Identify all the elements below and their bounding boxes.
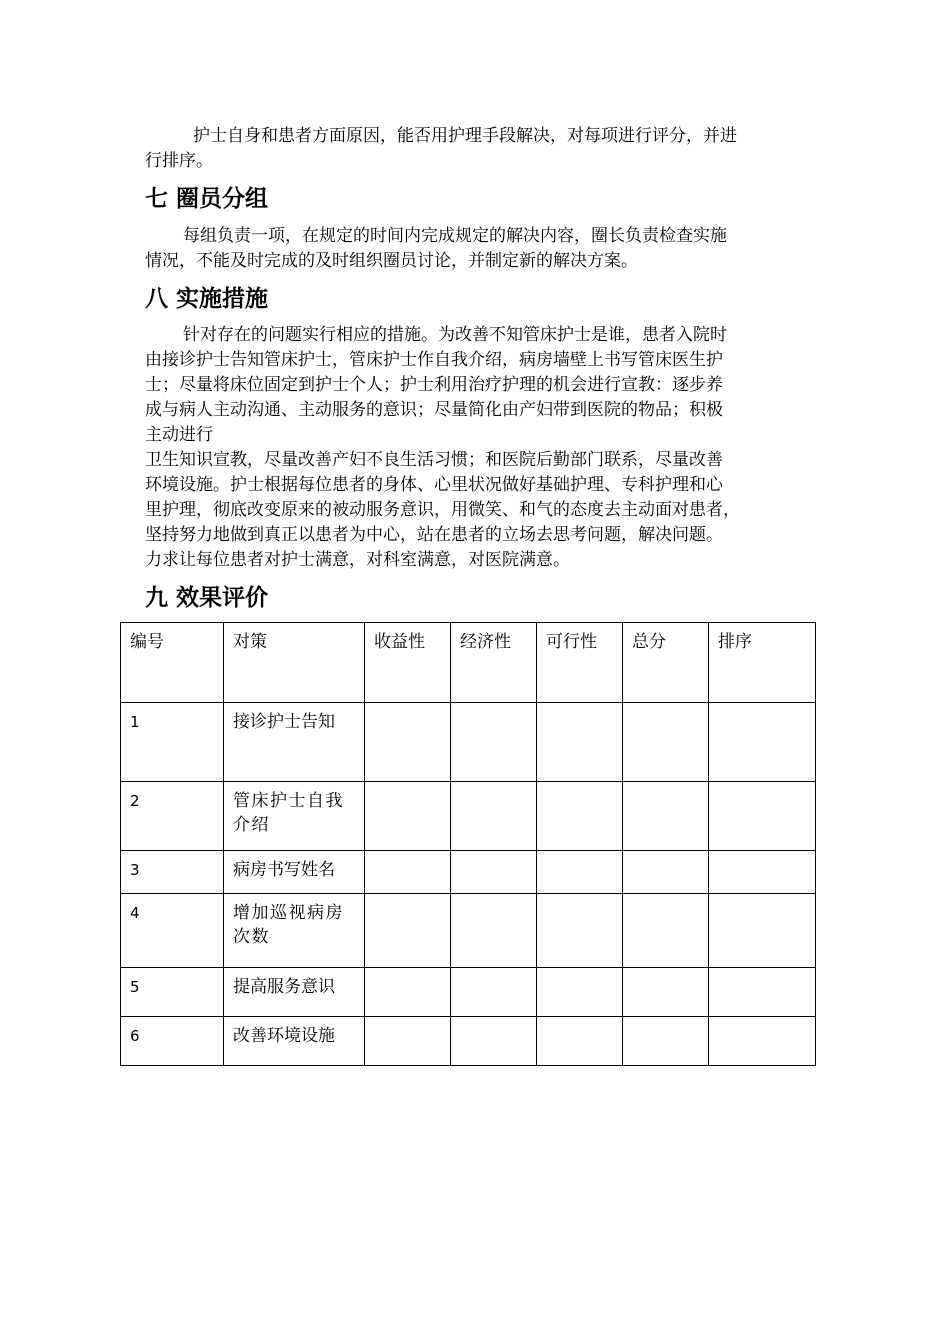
- cell-benefit: [365, 703, 451, 782]
- cell-feasibility: [537, 782, 623, 851]
- cell-benefit: [365, 1017, 451, 1066]
- cell-total: [623, 894, 709, 968]
- heading-section-9: 九 效果评价: [145, 585, 269, 611]
- heading-section-7: 七 圈员分组: [145, 186, 269, 212]
- cell-id: 1: [121, 703, 224, 782]
- cell-rank: [709, 894, 816, 968]
- heading-section-8: 八 实施措施: [145, 286, 269, 312]
- cell-total: [623, 968, 709, 1017]
- table-row: [121, 1017, 816, 1066]
- header-measure: 对策: [224, 623, 365, 703]
- header-id: 编号: [121, 623, 224, 703]
- paragraph-implementation: [145, 323, 817, 573]
- table-row: [121, 894, 816, 968]
- text-line: 主动进行: [145, 425, 213, 445]
- text-line: 情况，不能及时完成的及时组织圈员讨论，并制定新的解决方案。: [145, 251, 638, 271]
- text-line: 针对存在的问题实行相应的措施。为改善不知管床护士是谁，患者入院时: [183, 325, 727, 345]
- header-total: 总分: [623, 623, 709, 703]
- cell-rank: [709, 782, 816, 851]
- cell-total: [623, 851, 709, 894]
- cell-total: [623, 703, 709, 782]
- table-row: [121, 782, 816, 851]
- cell-measure: 改善环境设施: [224, 1017, 365, 1066]
- cell-id: 6: [121, 1017, 224, 1066]
- paragraph-analysis-tail: [145, 124, 817, 174]
- header-rank: 排序: [709, 623, 816, 703]
- cell-benefit: [365, 968, 451, 1017]
- cell-feasibility: [537, 1017, 623, 1066]
- header-feasibility: 可行性: [537, 623, 623, 703]
- cell-benefit: [365, 894, 451, 968]
- cell-rank: [709, 1017, 816, 1066]
- cell-id: 2: [121, 782, 224, 851]
- header-economy: 经济性: [451, 623, 537, 703]
- cell-economy: [451, 782, 537, 851]
- text-line: 护士自身和患者方面原因，能否用护理手段解决，对每项进行评分，并进: [193, 126, 737, 146]
- table-header-row: [121, 623, 816, 703]
- cell-feasibility: [537, 703, 623, 782]
- cell-total: [623, 782, 709, 851]
- text-line: 行排序。: [145, 151, 213, 171]
- text-line: 环境设施。护士根据每位患者的身体、心里状况做好基础护理、专科护理和心: [145, 475, 723, 495]
- cell-total: [623, 1017, 709, 1066]
- table-row: [121, 968, 816, 1017]
- cell-economy: [451, 851, 537, 894]
- paragraph-group-assignment: [145, 224, 817, 274]
- cell-rank: [709, 851, 816, 894]
- text-line: 士；尽量将床位固定到护士个人；护士利用治疗护理的机会进行宣教：逐步养: [145, 375, 723, 395]
- table-row: [121, 703, 816, 782]
- cell-economy: [451, 894, 537, 968]
- text-line: 力求让每位患者对护士满意，对科室满意，对医院满意。: [145, 550, 570, 570]
- cell-feasibility: [537, 968, 623, 1017]
- cell-feasibility: [537, 851, 623, 894]
- text-line: 卫生知识宣教，尽量改善产妇不良生活习惯；和医院后勤部门联系，尽量改善: [145, 450, 723, 470]
- cell-feasibility: [537, 894, 623, 968]
- cell-measure: 病房书写姓名: [224, 851, 365, 894]
- cell-id: 4: [121, 894, 224, 968]
- cell-benefit: [365, 782, 451, 851]
- cell-economy: [451, 968, 537, 1017]
- evaluation-table: [120, 622, 816, 1066]
- cell-measure: 增加巡视病房次数: [224, 894, 365, 968]
- cell-rank: [709, 968, 816, 1017]
- text-line: 每组负责一项，在规定的时间内完成规定的解决内容，圈长负责检查实施: [183, 226, 727, 246]
- cell-economy: [451, 1017, 537, 1066]
- cell-measure: 提高服务意识: [224, 968, 365, 1017]
- cell-benefit: [365, 851, 451, 894]
- cell-id: 5: [121, 968, 224, 1017]
- cell-measure: 管床护士自我介绍: [224, 782, 365, 851]
- cell-economy: [451, 703, 537, 782]
- text-line: 坚持努力地做到真正以患者为中心，站在患者的立场去思考问题，解决问题。: [145, 525, 723, 545]
- cell-rank: [709, 703, 816, 782]
- text-line: 里护理，彻底改变原来的被动服务意识，用微笑、和气的态度去主动面对患者，: [145, 500, 740, 520]
- text-line: 由接诊护士告知管床护士，管床护士作自我介绍，病房墙壁上书写管床医生护: [145, 350, 723, 370]
- cell-measure: 接诊护士告知: [224, 703, 365, 782]
- cell-id: 3: [121, 851, 224, 894]
- header-benefit: 收益性: [365, 623, 451, 703]
- text-line: 成与病人主动沟通、主动服务的意识；尽量简化由产妇带到医院的物品；积极: [145, 400, 723, 420]
- table-row: [121, 851, 816, 894]
